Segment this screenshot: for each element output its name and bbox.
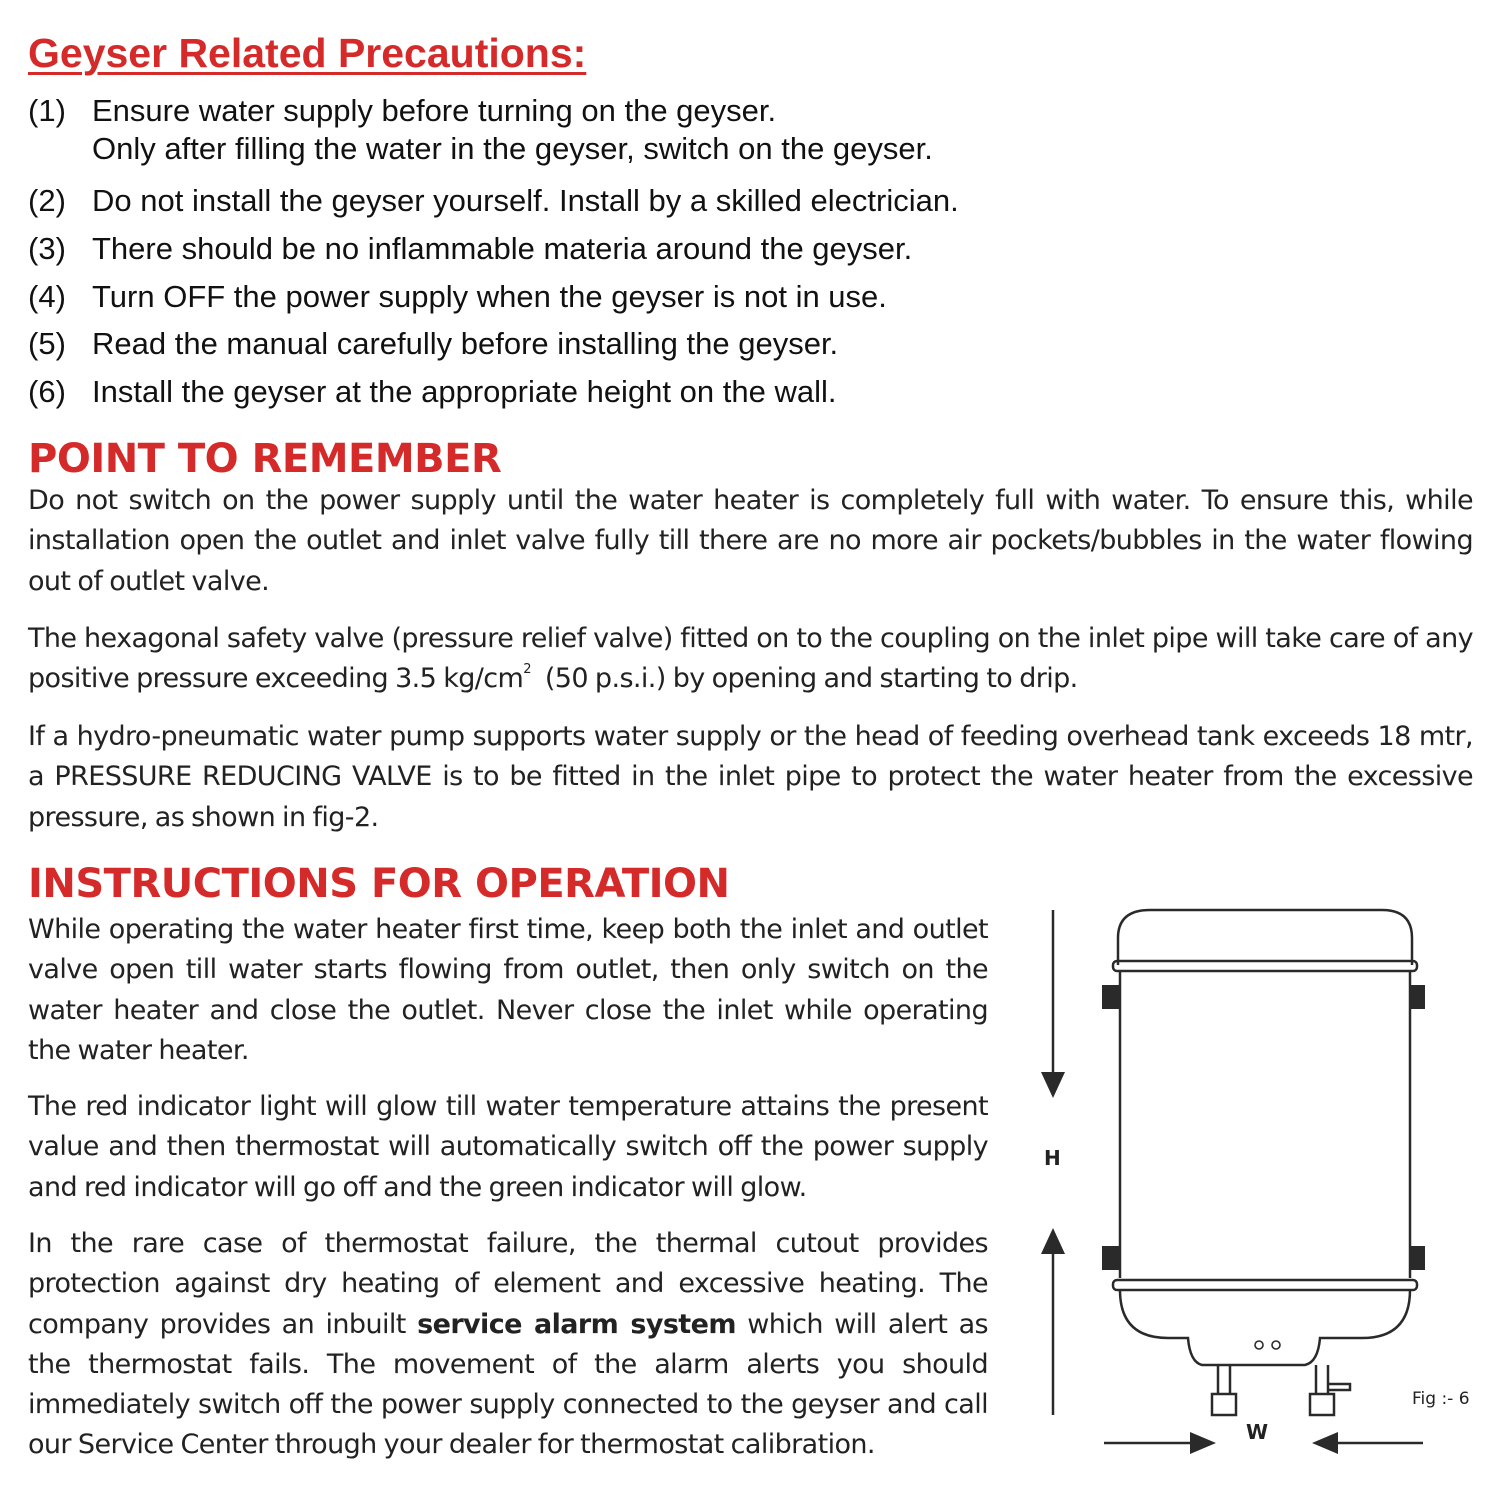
precaution-number: (4) xyxy=(28,279,66,314)
tank-top-band xyxy=(1113,961,1417,971)
outlet-valve xyxy=(1328,1384,1350,1390)
bracket-bottom-right xyxy=(1411,1246,1425,1270)
precaution-number: (6) xyxy=(28,374,66,409)
tank-top-dome xyxy=(1118,910,1412,965)
remember-paragraph-2-tail: (50 p.s.i.) by opening and starting to drip. xyxy=(530,663,1078,695)
service-alarm-emphasis: service alarm system xyxy=(417,1308,736,1340)
precaution-text-continued: Only after filling the water in the geyser, switch on the geyser. xyxy=(92,131,933,166)
remember-paragraph-3: If a hydro-pneumatic water pump supports water supply or the head of feeding overhead tank exceeds 18 mtr, a PRESSURE REDUCING VALVE is to be fitted in the inlet pipe to protect the water heater from the excessive pressure, as shown in fig-2. xyxy=(28,721,1473,833)
indicator-light-left xyxy=(1255,1341,1263,1349)
precautions-title: Geyser Related Precautions: xyxy=(28,30,587,76)
operation-paragraph-2: The red indicator light will glow till water temperature attains the present value and then thermostat will automatically switch off the power supply and red indicator will go off and the green indicator will glow. xyxy=(28,1091,988,1203)
arrow-down-icon xyxy=(1041,1072,1065,1098)
precaution-number: (3) xyxy=(28,231,66,266)
arrow-right-icon xyxy=(1190,1432,1216,1454)
arrow-up-icon xyxy=(1041,1228,1065,1254)
figure-caption: Fig :- 6 xyxy=(1412,1389,1470,1409)
indicator-light-right xyxy=(1272,1341,1280,1349)
geyser-diagram xyxy=(1020,900,1490,1470)
tank-bottom-band xyxy=(1113,1280,1417,1290)
operation-paragraph-3 xyxy=(28,1224,988,1466)
precaution-text: There should be no inflammable materia around the geyser. xyxy=(92,231,913,266)
tank-bottom-dome xyxy=(1120,1290,1410,1365)
precaution-text: Ensure water supply before turning on the geyser. xyxy=(92,93,777,128)
operation-paragraph-3-tail: which will alert as the thermostat fails. The movement of the alarm alerts you should immediately switch off the power supply connected to the geyser and call our Service Center through your dealer for thermostat calibration. xyxy=(28,1308,989,1461)
precaution-number: (2) xyxy=(28,183,66,218)
remember-paragraph-1: Do not switch on the power supply until the water heater is completely full with water. To ensure this, while installation open the outlet and inlet valve fully till there are no more air pockets/bubbles in the water flowing out of outlet valve. xyxy=(28,485,1473,597)
inlet-pipe xyxy=(1212,1365,1236,1415)
remember-paragraph-2-text: The hexagonal safety valve (pressure relief valve) fitted on to the coupling on the inlet pipe will take care of any positive pressure exceeding 3.5 kg/cm xyxy=(28,623,1473,695)
operation-heading: INSTRUCTIONS FOR OPERATION xyxy=(28,861,730,907)
precaution-number: (1) xyxy=(28,93,66,128)
height-label: H xyxy=(1044,1146,1061,1170)
bracket-top-left xyxy=(1102,985,1119,1009)
superscript: 2 xyxy=(523,662,531,678)
precaution-text: Read the manual carefully before installing the geyser. xyxy=(92,326,839,361)
precaution-text: Install the geyser at the appropriate height on the wall. xyxy=(92,374,837,409)
width-label: W xyxy=(1246,1420,1269,1444)
precaution-number: (5) xyxy=(28,326,66,361)
remember-paragraph-2 xyxy=(28,619,1473,700)
bracket-top-right xyxy=(1411,985,1425,1009)
bracket-bottom-left xyxy=(1102,1246,1119,1270)
geyser-dimension-figure xyxy=(1020,900,1490,1470)
precaution-text: Turn OFF the power supply when the geyser is not in use. xyxy=(92,279,887,314)
arrow-left-icon xyxy=(1312,1432,1338,1454)
operation-paragraph-3-text: In the rare case of thermostat failure, the thermal cutout provides protection against dry heating of element and excessive heating. The company provides an inbuilt xyxy=(28,1228,988,1340)
operation-paragraph-1: While operating the water heater first time, keep both the inlet and outlet valve open till water starts flowing from outlet, then only switch on the water heater and close the outlet. Never close the inlet while operating the water heater. xyxy=(28,914,988,1066)
precaution-text: Do not install the geyser yourself. Install by a skilled electrician. xyxy=(92,183,959,218)
remember-heading: POINT TO REMEMBER xyxy=(28,436,502,482)
